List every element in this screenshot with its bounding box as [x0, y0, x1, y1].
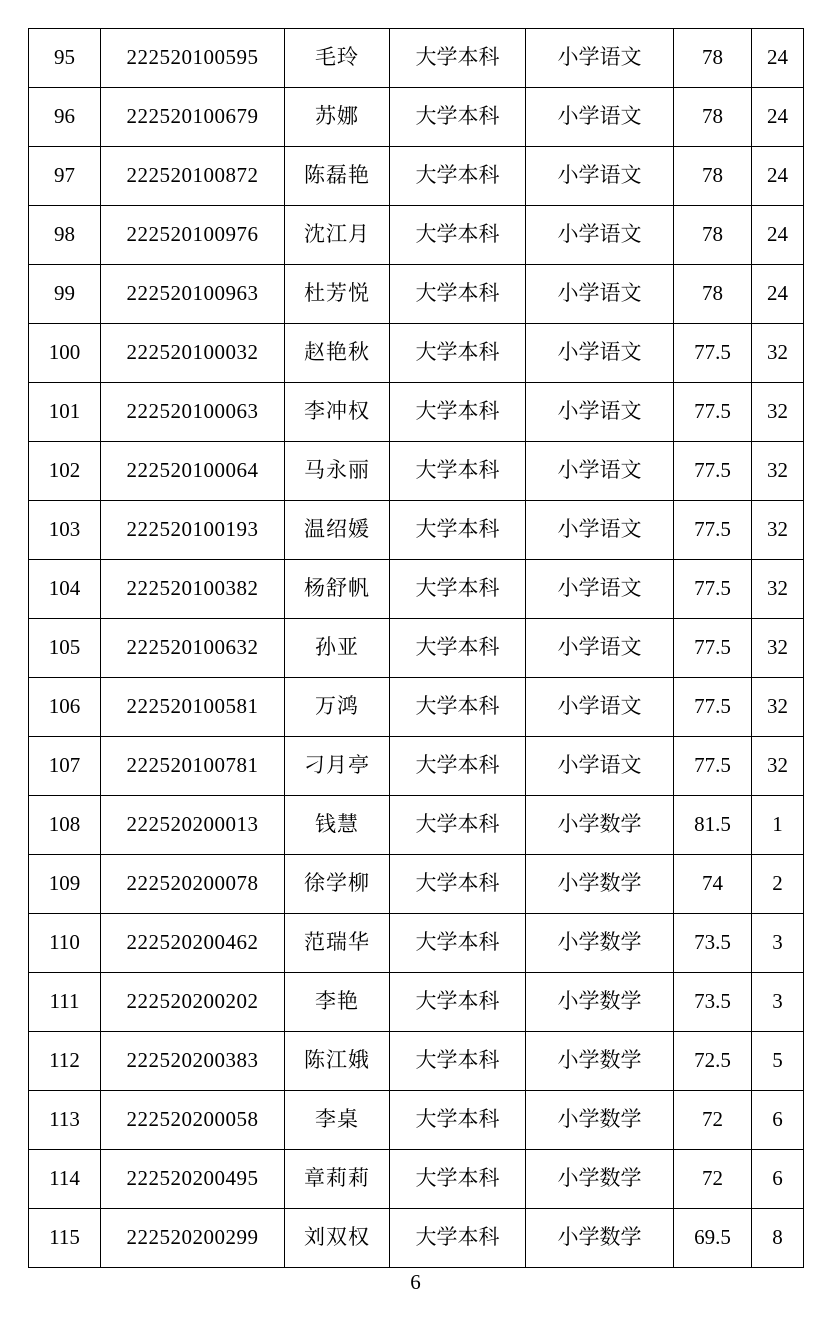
table-row: [29, 501, 804, 560]
cell-name: 钱慧: [285, 796, 390, 855]
cell-rank: 105: [29, 619, 101, 678]
cell-rank: 102: [29, 442, 101, 501]
cell-subject: 小学语文: [526, 442, 674, 501]
cell-order: 32: [752, 501, 804, 560]
cell-subject: 小学语文: [526, 206, 674, 265]
cell-name: 苏娜: [285, 88, 390, 147]
cell-exam-id: 222520200383: [101, 1032, 285, 1091]
cell-rank: 113: [29, 1091, 101, 1150]
cell-exam-id: 222520200202: [101, 973, 285, 1032]
cell-rank: 101: [29, 383, 101, 442]
table-row: [29, 678, 804, 737]
table-row: [29, 973, 804, 1032]
cell-education: 大学本科: [390, 206, 526, 265]
cell-name: 陈江娥: [285, 1032, 390, 1091]
cell-subject: 小学语文: [526, 147, 674, 206]
cell-order: 24: [752, 147, 804, 206]
cell-education: 大学本科: [390, 1032, 526, 1091]
cell-order: 5: [752, 1032, 804, 1091]
cell-order: 6: [752, 1091, 804, 1150]
cell-rank: 104: [29, 560, 101, 619]
cell-score: 77.5: [674, 737, 752, 796]
cell-subject: 小学语文: [526, 619, 674, 678]
cell-name: 马永丽: [285, 442, 390, 501]
table-row: [29, 619, 804, 678]
cell-name: 赵艳秋: [285, 324, 390, 383]
table-row: [29, 383, 804, 442]
cell-score: 78: [674, 147, 752, 206]
cell-name: 万鸿: [285, 678, 390, 737]
cell-exam-id: 222520200058: [101, 1091, 285, 1150]
cell-education: 大学本科: [390, 619, 526, 678]
cell-education: 大学本科: [390, 1209, 526, 1268]
cell-order: 1: [752, 796, 804, 855]
cell-exam-id: 222520100679: [101, 88, 285, 147]
table-row: [29, 855, 804, 914]
cell-name: 范瑞华: [285, 914, 390, 973]
table-row: [29, 88, 804, 147]
cell-exam-id: 222520200299: [101, 1209, 285, 1268]
cell-subject: 小学语文: [526, 88, 674, 147]
cell-name: 杜芳悦: [285, 265, 390, 324]
cell-education: 大学本科: [390, 914, 526, 973]
table-row: [29, 147, 804, 206]
cell-education: 大学本科: [390, 383, 526, 442]
cell-score: 78: [674, 29, 752, 88]
cell-score: 72: [674, 1150, 752, 1209]
page-number: 6: [410, 1270, 421, 1294]
cell-subject: 小学语文: [526, 383, 674, 442]
cell-name: 孙亚: [285, 619, 390, 678]
cell-exam-id: 222520100781: [101, 737, 285, 796]
cell-order: 6: [752, 1150, 804, 1209]
cell-exam-id: 222520100595: [101, 29, 285, 88]
table-row: [29, 1150, 804, 1209]
cell-rank: 108: [29, 796, 101, 855]
cell-education: 大学本科: [390, 737, 526, 796]
cell-exam-id: 222520100581: [101, 678, 285, 737]
cell-order: 24: [752, 206, 804, 265]
cell-education: 大学本科: [390, 442, 526, 501]
cell-score: 77.5: [674, 442, 752, 501]
cell-rank: 103: [29, 501, 101, 560]
cell-order: 2: [752, 855, 804, 914]
cell-subject: 小学数学: [526, 796, 674, 855]
cell-exam-id: 222520100064: [101, 442, 285, 501]
cell-name: 章莉莉: [285, 1150, 390, 1209]
cell-education: 大学本科: [390, 1150, 526, 1209]
table-row: [29, 29, 804, 88]
cell-score: 69.5: [674, 1209, 752, 1268]
cell-score: 74: [674, 855, 752, 914]
cell-name: 李桌: [285, 1091, 390, 1150]
cell-name: 李艳: [285, 973, 390, 1032]
cell-education: 大学本科: [390, 265, 526, 324]
cell-exam-id: 222520100976: [101, 206, 285, 265]
cell-exam-id: 222520100193: [101, 501, 285, 560]
cell-exam-id: 222520100032: [101, 324, 285, 383]
cell-score: 78: [674, 88, 752, 147]
cell-rank: 114: [29, 1150, 101, 1209]
cell-rank: 98: [29, 206, 101, 265]
cell-subject: 小学语文: [526, 678, 674, 737]
cell-rank: 110: [29, 914, 101, 973]
cell-subject: 小学语文: [526, 560, 674, 619]
cell-name: 温绍媛: [285, 501, 390, 560]
table-row: [29, 560, 804, 619]
cell-subject: 小学数学: [526, 1032, 674, 1091]
cell-name: 刘双权: [285, 1209, 390, 1268]
table-row: [29, 442, 804, 501]
cell-rank: 97: [29, 147, 101, 206]
cell-name: 刁月亭: [285, 737, 390, 796]
cell-name: 李冲权: [285, 383, 390, 442]
cell-order: 32: [752, 324, 804, 383]
cell-order: 24: [752, 88, 804, 147]
cell-score: 77.5: [674, 383, 752, 442]
cell-order: 32: [752, 560, 804, 619]
cell-order: 32: [752, 619, 804, 678]
table-row: [29, 1209, 804, 1268]
cell-score: 78: [674, 206, 752, 265]
cell-subject: 小学数学: [526, 1091, 674, 1150]
cell-rank: 109: [29, 855, 101, 914]
cell-exam-id: 222520100382: [101, 560, 285, 619]
cell-subject: 小学语文: [526, 501, 674, 560]
cell-education: 大学本科: [390, 324, 526, 383]
cell-name: 陈磊艳: [285, 147, 390, 206]
cell-rank: 107: [29, 737, 101, 796]
cell-exam-id: 222520200462: [101, 914, 285, 973]
cell-exam-id: 222520100632: [101, 619, 285, 678]
cell-score: 77.5: [674, 324, 752, 383]
cell-score: 78: [674, 265, 752, 324]
cell-subject: 小学数学: [526, 914, 674, 973]
cell-order: 32: [752, 383, 804, 442]
cell-subject: 小学数学: [526, 1150, 674, 1209]
cell-order: 24: [752, 265, 804, 324]
cell-name: 徐学柳: [285, 855, 390, 914]
cell-education: 大学本科: [390, 1091, 526, 1150]
cell-order: 32: [752, 737, 804, 796]
cell-subject: 小学数学: [526, 1209, 674, 1268]
cell-name: 沈江月: [285, 206, 390, 265]
cell-subject: 小学数学: [526, 973, 674, 1032]
cell-rank: 111: [29, 973, 101, 1032]
candidate-results-table: [28, 28, 804, 1268]
cell-education: 大学本科: [390, 560, 526, 619]
cell-subject: 小学数学: [526, 855, 674, 914]
cell-score: 73.5: [674, 973, 752, 1032]
cell-subject: 小学语文: [526, 324, 674, 383]
cell-order: 24: [752, 29, 804, 88]
cell-exam-id: 222520200495: [101, 1150, 285, 1209]
cell-subject: 小学语文: [526, 737, 674, 796]
cell-score: 77.5: [674, 619, 752, 678]
cell-score: 77.5: [674, 501, 752, 560]
cell-score: 72: [674, 1091, 752, 1150]
cell-subject: 小学语文: [526, 29, 674, 88]
table-row: [29, 796, 804, 855]
table-row: [29, 206, 804, 265]
cell-exam-id: 222520200078: [101, 855, 285, 914]
table-row: [29, 324, 804, 383]
table-body: [29, 29, 804, 1268]
cell-order: 3: [752, 914, 804, 973]
cell-name: 毛玲: [285, 29, 390, 88]
cell-education: 大学本科: [390, 855, 526, 914]
cell-rank: 95: [29, 29, 101, 88]
cell-name: 杨舒帆: [285, 560, 390, 619]
cell-score: 73.5: [674, 914, 752, 973]
cell-rank: 100: [29, 324, 101, 383]
table-row: [29, 1032, 804, 1091]
cell-score: 81.5: [674, 796, 752, 855]
cell-score: 77.5: [674, 560, 752, 619]
cell-rank: 99: [29, 265, 101, 324]
cell-order: 3: [752, 973, 804, 1032]
cell-score: 72.5: [674, 1032, 752, 1091]
cell-exam-id: 222520200013: [101, 796, 285, 855]
table-row: [29, 737, 804, 796]
cell-order: 32: [752, 678, 804, 737]
table-row: [29, 1091, 804, 1150]
table-row: [29, 265, 804, 324]
cell-education: 大学本科: [390, 88, 526, 147]
cell-order: 32: [752, 442, 804, 501]
cell-education: 大学本科: [390, 29, 526, 88]
cell-exam-id: 222520100872: [101, 147, 285, 206]
cell-exam-id: 222520100063: [101, 383, 285, 442]
cell-education: 大学本科: [390, 501, 526, 560]
cell-score: 77.5: [674, 678, 752, 737]
cell-rank: 106: [29, 678, 101, 737]
cell-subject: 小学语文: [526, 265, 674, 324]
cell-education: 大学本科: [390, 796, 526, 855]
cell-education: 大学本科: [390, 147, 526, 206]
cell-exam-id: 222520100963: [101, 265, 285, 324]
cell-education: 大学本科: [390, 678, 526, 737]
cell-education: 大学本科: [390, 973, 526, 1032]
cell-rank: 112: [29, 1032, 101, 1091]
cell-order: 8: [752, 1209, 804, 1268]
cell-rank: 96: [29, 88, 101, 147]
table-row: [29, 914, 804, 973]
cell-rank: 115: [29, 1209, 101, 1268]
